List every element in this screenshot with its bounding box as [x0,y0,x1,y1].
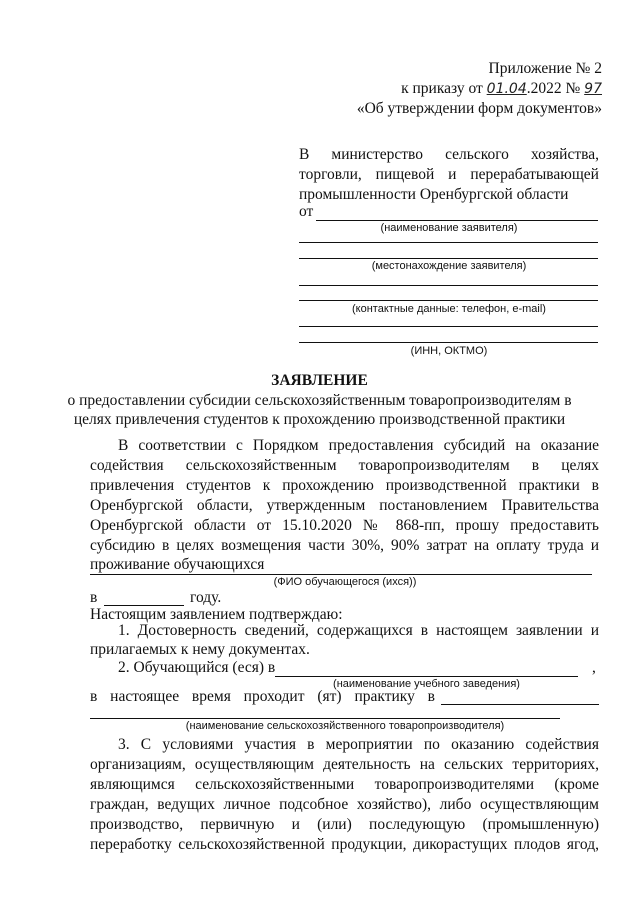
word: и [448,166,457,183]
p1-line: В соответствии с Порядком предоставления субсидий на оказание [118,437,599,454]
word: пищевой [375,166,435,183]
item3-line: 3. С условиями участия в мероприятии по оказанию содействия [118,736,599,753]
item3-line: являющимся сельскохозяйственными товаропроизводителями (кроме [90,776,599,793]
word: министерство [331,146,423,163]
item1-line-1: 1. Достоверность сведений, содержащихся в настоящем заявлении и [118,622,599,639]
recipient-line-1 [299,146,599,164]
p1-line: Оренбургской области, утвержденным постановлением Правительства [90,497,599,514]
item3-line: переработку сельскохозяйственной продукции, дикорастущих плодов ягод, [90,836,599,853]
confirm-line: Настоящим заявлением подтверждаю: [90,606,343,623]
word: В [299,146,310,163]
practice-line: в настоящее время проходит (ят) практику в [90,688,435,705]
recipient-line-2 [299,166,599,184]
document-subtitle-1: о предоставлении субсидии сельскохозяйственным товаропроизводителям в [67,392,572,409]
caption-producer: (наименование сельскохозяйственного товаропроизводителя) [185,720,505,732]
contacts-field-line-2[interactable] [299,326,598,327]
order-number-handwritten: 97 [584,81,602,97]
caption-contacts: (контактные данные: телефон, e-mail) [352,303,546,315]
item2-comma: , [592,659,596,676]
order-date-handwritten: 01.04 [486,81,527,97]
caption-applicant: (наименование заявителя) [380,222,518,234]
document-heading: ЗАЯВЛЕНИЕ [271,372,368,389]
item1-line-2: прилагаемых к нему документах. [90,641,310,658]
recipient-line-3: промышленности Оренбургской области [299,186,569,203]
p1-last-line: проживание обучающихся [90,556,265,573]
location-field-line-2[interactable] [299,285,598,286]
order-prefix: к приказу от [401,80,483,97]
p1-line: Оренбургской области от 15.10.2020 № 868-пп, прошу предоставить [90,517,599,534]
p1-line: субсидию в целях возмещения части 30%, 90% затрат на оплату труда и [90,537,599,554]
word: хозяйства, [530,146,599,163]
caption-inn: (ИНН, ОКТМО) [410,345,488,357]
appendix-title: Приложение № 2 [488,60,602,77]
order-year: .2022 № [526,80,581,97]
item2-prefix: 2. Обучающийся (еся) в [118,659,276,676]
caption-institution: (наименование учебного заведения) [333,678,520,690]
appendix-order-line [401,80,602,98]
word: перерабатывающей [470,166,599,183]
caption-location: (местонахождение заявителя) [371,260,527,272]
document-subtitle-2: целях привлечения студентов к прохождению производственной практики [73,411,566,428]
institution-field[interactable] [275,676,578,677]
producer-field[interactable] [90,718,560,719]
student-name-field[interactable] [90,574,592,575]
producer-field-inline[interactable] [441,704,599,705]
from-label: от [299,203,314,220]
item3-line: организациям, осуществляющим деятельность на сельских территориях, [90,756,599,773]
year-suffix: году. [190,589,222,606]
year-prefix: в [90,589,98,606]
p1-line: привлечения студентов к прохождению производственной практики в [90,477,599,494]
caption-student: (ФИО обучающегося (ихся)) [273,576,417,588]
applicant-field-line[interactable] [299,242,598,243]
word: сельского [445,146,509,163]
item3-line: граждан, ведущих личное подсобное хозяйство), либо осуществляющим [90,796,599,813]
item3-line: производство, первичную и (или) последующую (промышленную) [90,816,599,833]
word: торговли, [299,166,362,183]
contacts-field-line[interactable] [299,300,598,301]
p1-line: содействия сельскохозяйственным товаропроизводителям в целях [90,457,599,474]
location-field-line[interactable] [299,258,598,259]
inn-field-line[interactable] [299,342,598,343]
appendix-order-title: «Об утверждении форм документов» [356,100,602,117]
applicant-name-field[interactable] [316,220,598,221]
